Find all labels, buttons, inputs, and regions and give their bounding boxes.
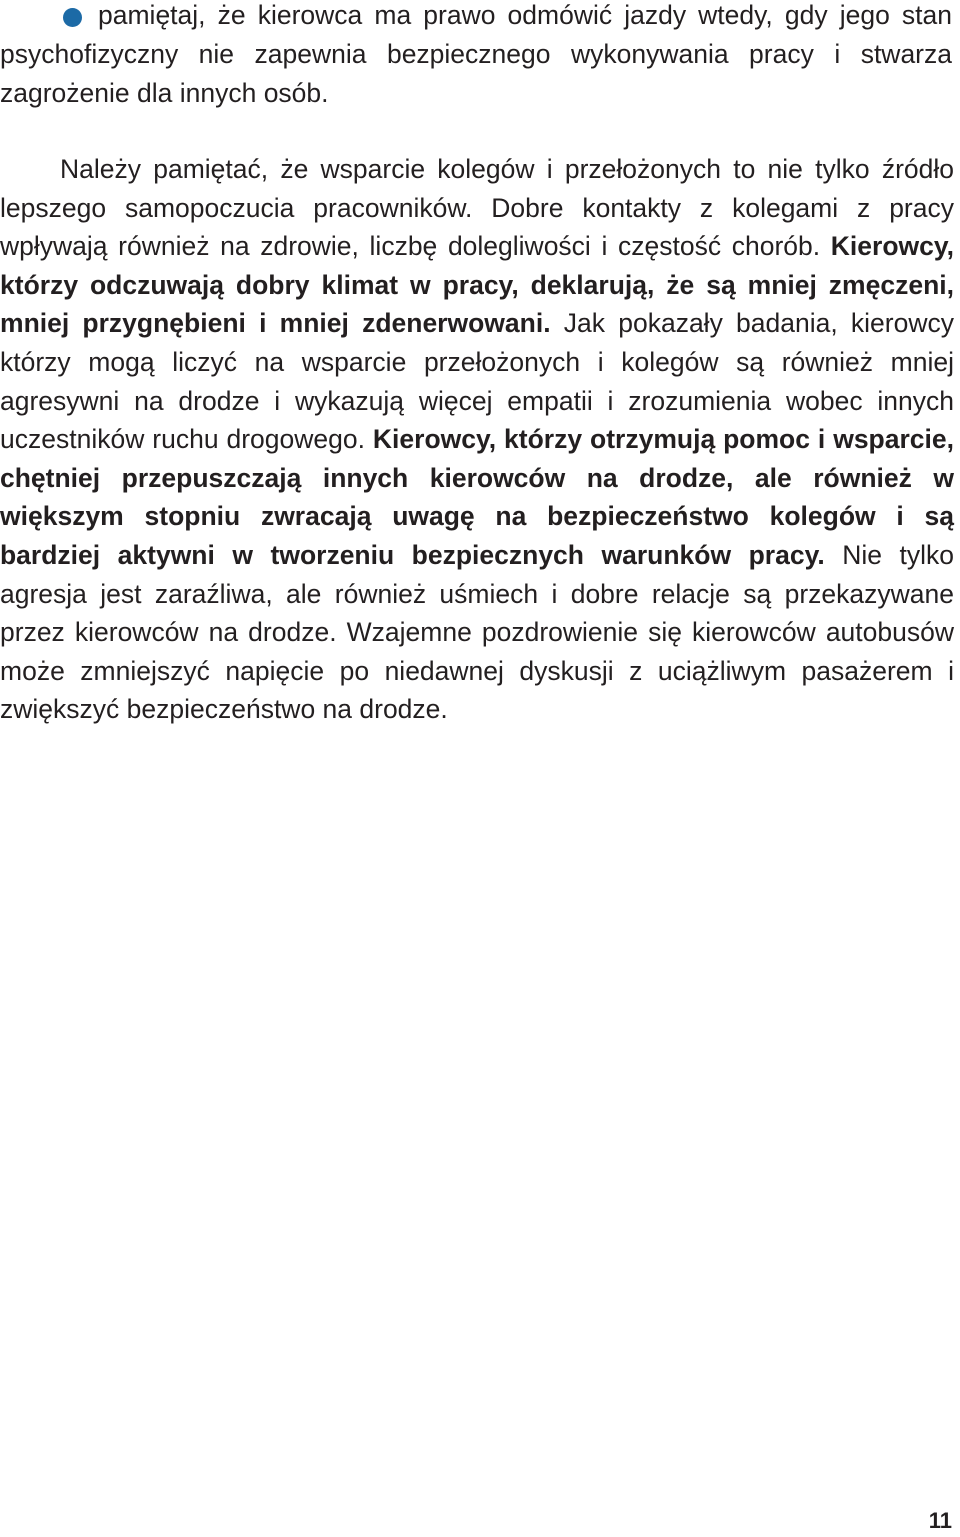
- paragraph-part-5: Nie tylko agresja jest zaraźliwa, ale również uśmiech i dobre relacje są przekazywane przez kierowców na drodze. Wzajemne pozdrowienie się kierowców autobusów może zmniejszyć napięcie po niedawnej dyskusji z uciążliwym pasażerem i zwiększyć bezpieczeństwo na drodze.: [0, 539, 954, 725]
- page-number: 11: [928, 1508, 952, 1533]
- bullet-text: [0, 0, 956, 113]
- bullet-text-content: pamiętaj, że kierowca ma prawo odmówić jazdy wtedy, gdy jego stan psychofizyczny nie zapewnia bezpiecznego wykonywania pracy i stwarza zagrożenie dla innych osób.: [0, 0, 952, 108]
- paragraph-part-1: Należy pamiętać, że wsparcie kolegów i przełożonych to nie tylko źródło lepszego samopoczucia pracowników. Dobre kontakty z kolegami z pracy wpływają również na zdrowie, liczbę dolegliwości i częstość chorób.: [0, 154, 954, 262]
- bullet-dot-icon: [63, 8, 82, 27]
- paragraph-part-3: Jak pokazały badania, kierowcy którzy mogą liczyć na wsparcie przełożonych i kolegów są również mniej agresywni na drodze i wykazują więcej empatii i zrozumienia wobec innych uczestników ruchu drogowego.: [0, 308, 954, 455]
- bullet-item: [0, 0, 956, 113]
- paragraph-bold-2: Kierowcy, którzy otrzymują pomoc i wsparcie, chętniej przepuszczają innych kierowców na drodze, ale również w większym stopniu zwracają uwagę na bezpieczeństwo kolegów i są bardziej aktywni w tworzeniu bezpiecznych warunków pracy.: [0, 424, 954, 570]
- body-paragraph: [0, 150, 954, 729]
- paragraph-bold-1: Kierowcy, którzy odczuwają dobry klimat w pracy, deklarują, że są mniej zmęczeni, mniej przygnębieni i mniej zdenerwowani.: [0, 231, 954, 339]
